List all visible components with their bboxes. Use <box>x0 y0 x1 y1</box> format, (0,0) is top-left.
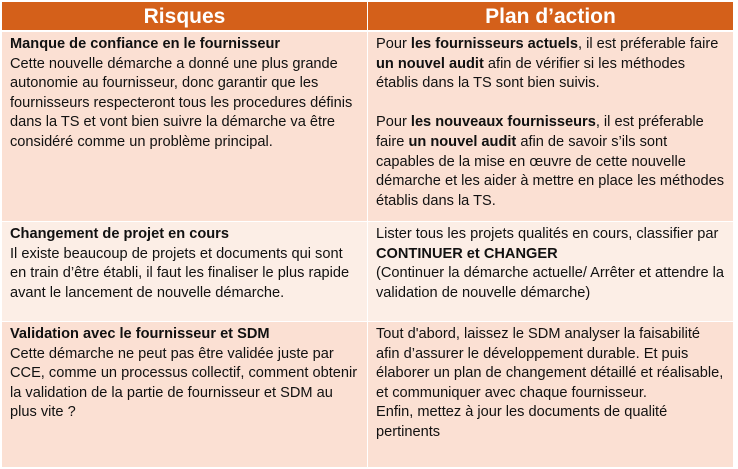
plan-paragraph <box>376 35 725 94</box>
plan-paragraph: Tout d'abord, laissez le SDM analyser la faisabilité afin d’assurer le développement durable. Et puis élaborer un plan de changement détaillé et réalisable, et communiquer avec chaque fournisseur. <box>376 326 724 401</box>
text: , il est préferable faire <box>577 36 719 52</box>
plan-cell-3 <box>368 322 733 468</box>
bold-text: un nouvel audit <box>408 133 517 150</box>
plan-paragraph <box>376 225 725 264</box>
bold-text: CONTINUER et CHANGER <box>376 245 558 262</box>
header-action-plan: Plan d’action <box>368 2 733 32</box>
header-risks: Risques <box>2 2 368 32</box>
bold-text: les nouveaux fournisseurs <box>410 114 596 131</box>
plan-paragraph: (Continuer la démarche actuelle/ Arrêter et attendre la validation de nouvelle démarche) <box>376 265 725 301</box>
text: afin de vérifier si les méthodes établis dans la TS sont bien suivis. <box>376 55 686 92</box>
bold-text: les fournisseurs actuels <box>410 36 578 52</box>
text: afin de savoir s’ils sont capables de la mise en œuvre de cette nouvelle démarche et les aider à mettre en place les méthodes établis dans la TS. <box>376 133 725 209</box>
risk-title: Validation avec le fournisseur et SDM <box>10 326 270 342</box>
plan-paragraph: Enfin, mettez à jour les documents de qualité pertinents <box>376 404 668 440</box>
plan-cell-2 <box>368 222 733 322</box>
risk-description: Cette nouvelle démarche a donné une plus grande autonomie au fournisseur, donc garantir que les fournisseurs respecteront tous les procedures définis dans la TS et vont bien suivre la démarche va être considéré comme un problème principal. <box>10 55 353 150</box>
risk-title: Changement de projet en cours <box>10 226 229 242</box>
spacer <box>376 94 725 114</box>
text: Pour <box>376 36 411 52</box>
risk-cell-1 <box>2 32 368 222</box>
text: , il est préferable faire <box>376 114 704 150</box>
bold-text: un nouvel audit <box>376 55 484 72</box>
risk-description: Cette démarche ne peut pas être validée juste par CCE, comme un processus collectif, comment obtenir la validation de la partie de fournisseur et SDM au plus vite ? <box>10 345 358 421</box>
risk-title: Manque de confiance en le fournisseur <box>10 36 281 52</box>
text: Lister tous les projets qualités en cours, classifier par <box>376 226 719 242</box>
plan-paragraph <box>376 113 725 211</box>
plan-cell-1 <box>368 32 733 222</box>
risk-cell-2 <box>2 222 368 322</box>
risk-action-table <box>2 2 733 468</box>
risk-cell-3 <box>2 322 368 468</box>
risk-description: Il existe beaucoup de projets et documents qui sont en train d’être établi, il faut les finaliser le plus rapide avant le lancement de nouvelle démarche. <box>10 245 350 301</box>
text: Pour <box>376 114 411 131</box>
